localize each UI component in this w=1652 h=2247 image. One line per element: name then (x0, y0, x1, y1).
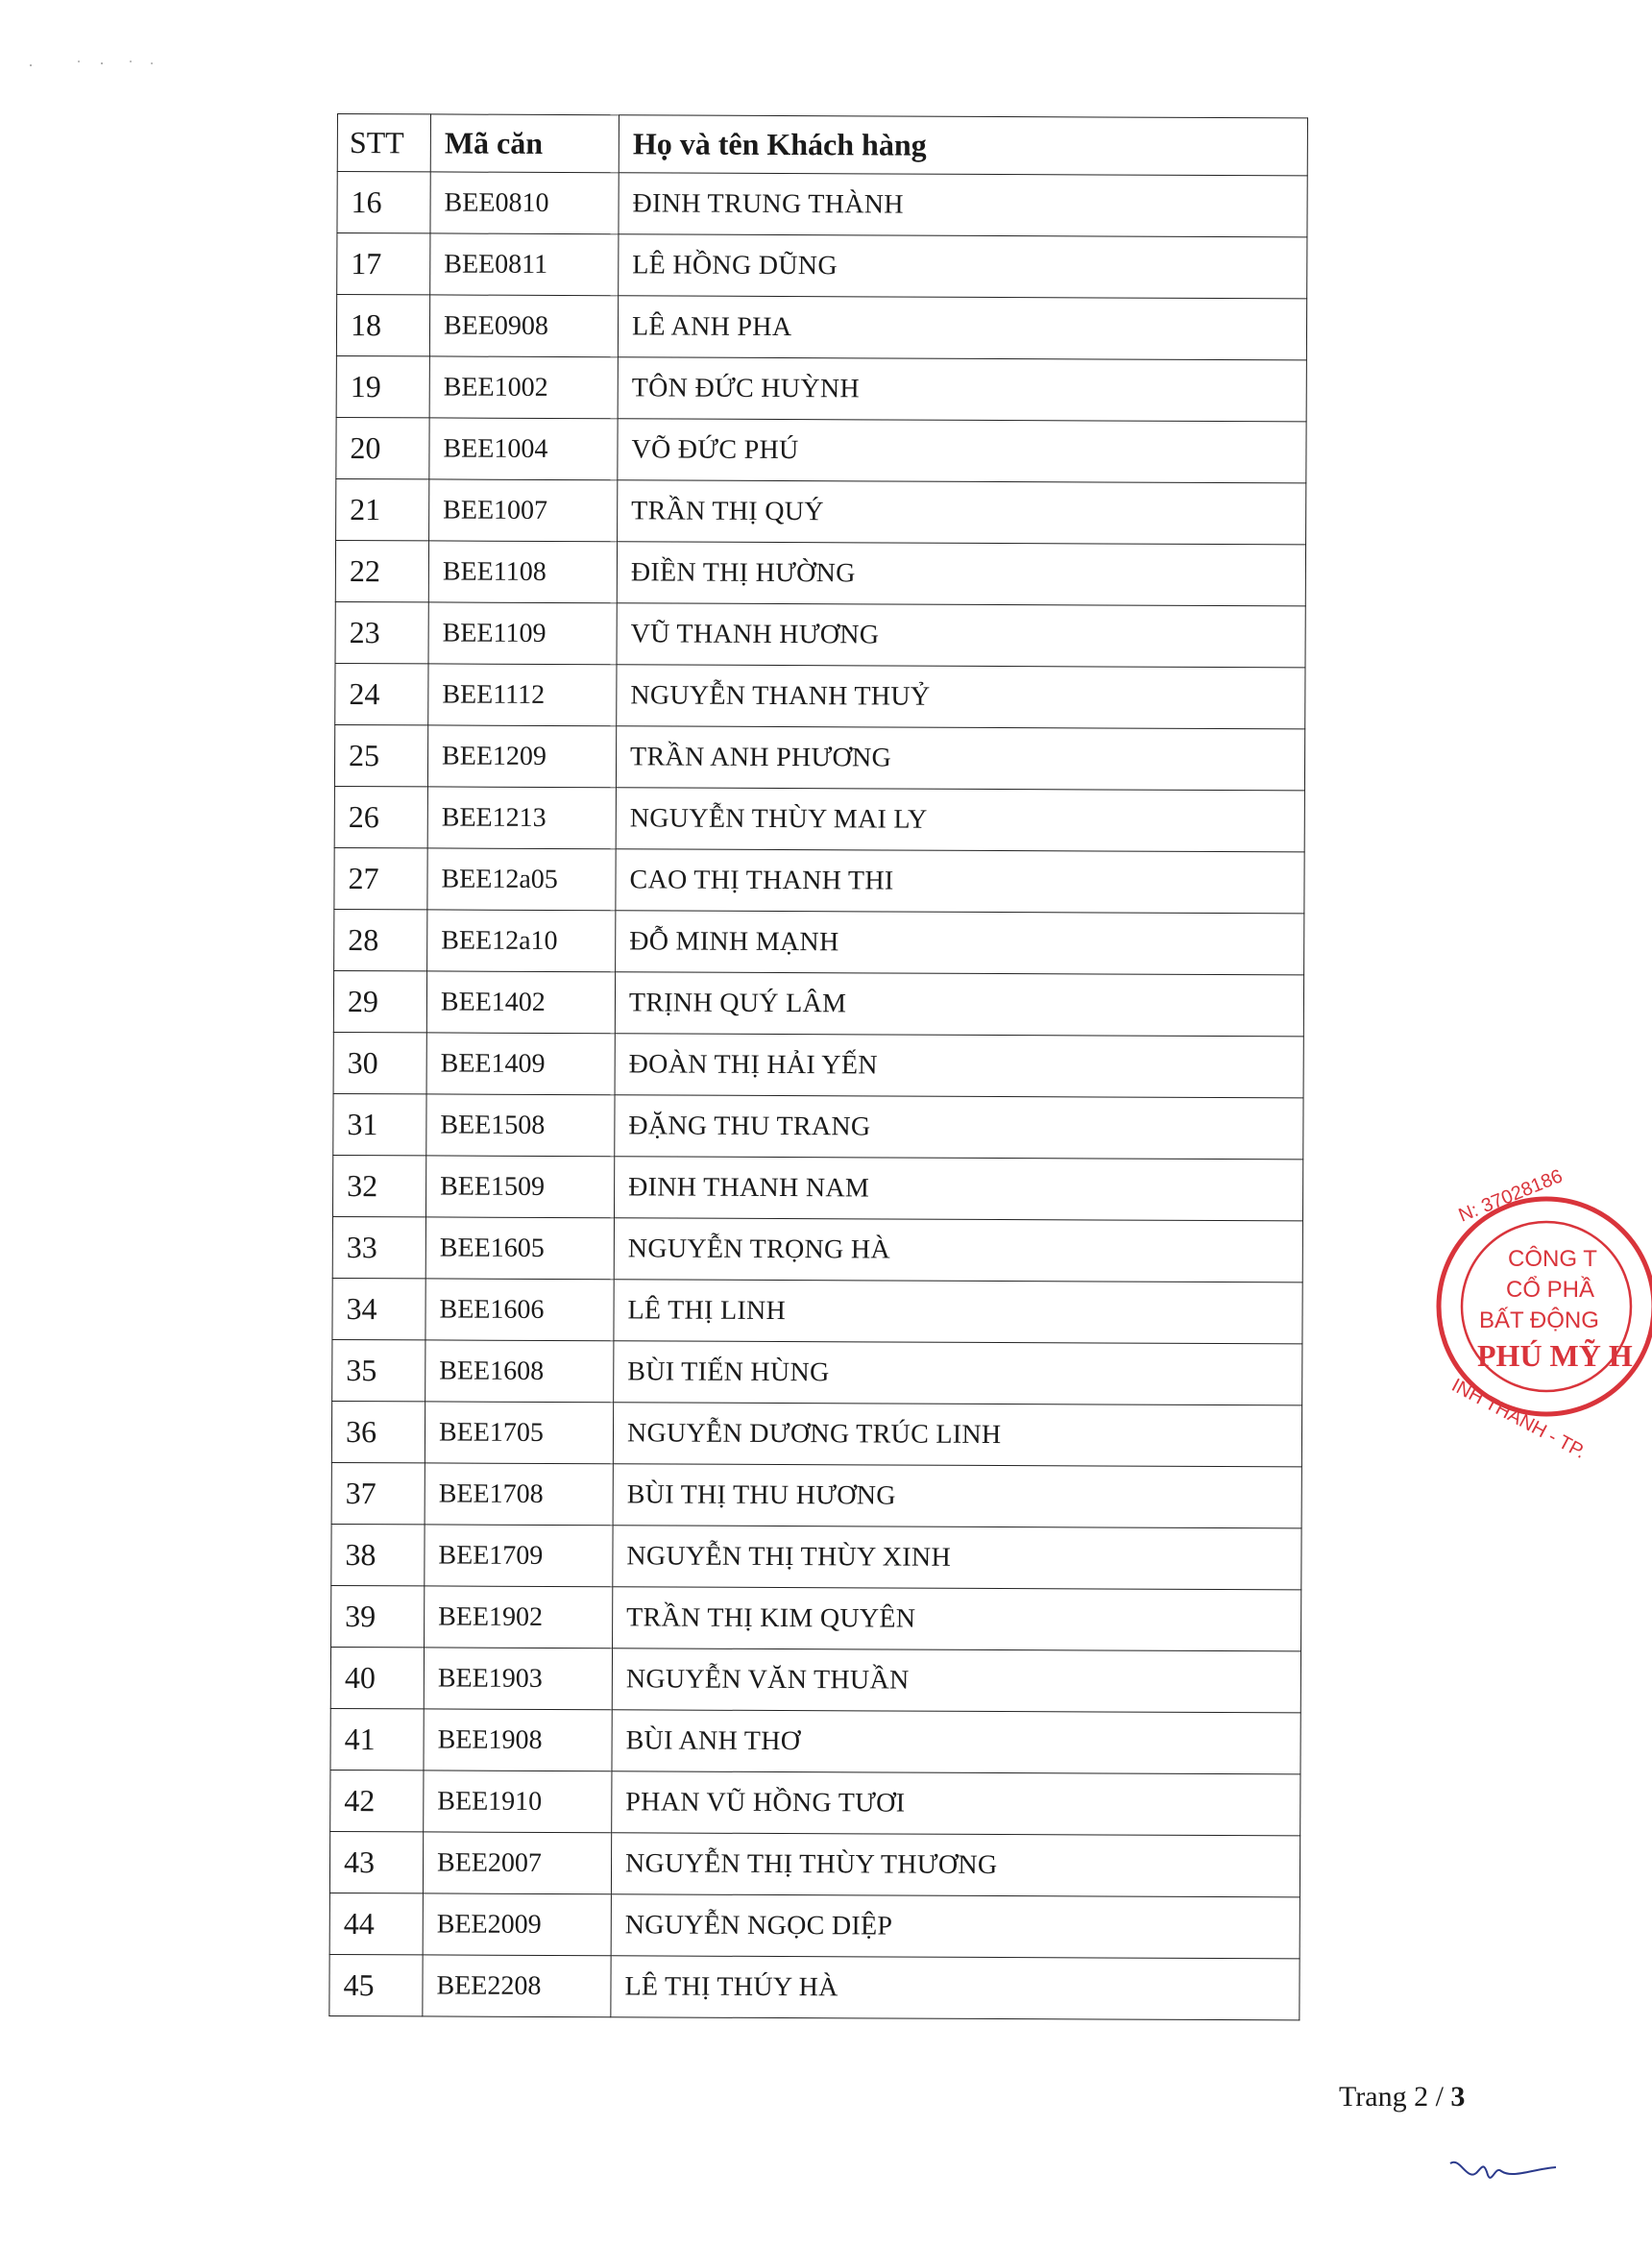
row-name: NGUYỄN THỊ THÙY THƯƠNG (611, 1833, 1300, 1897)
row-name: NGUYỄN TRỌNG HÀ (614, 1218, 1302, 1282)
table-row (331, 1401, 1301, 1466)
row-code: BEE1605 (425, 1217, 614, 1280)
table-header-row (337, 114, 1307, 176)
row-name: BÙI ANH THƠ (612, 1710, 1300, 1774)
table-row (333, 1093, 1303, 1159)
customer-table-container (328, 113, 1307, 2020)
row-code: BEE1209 (427, 725, 616, 788)
row-stt: 41 (330, 1708, 424, 1770)
row-name: ĐOÀN THỊ HẢI YẾN (615, 1034, 1303, 1098)
row-stt: 42 (330, 1770, 424, 1831)
row-name: BÙI THỊ THU HƯƠNG (613, 1464, 1301, 1528)
row-stt: 39 (331, 1585, 425, 1647)
page-number (1339, 2081, 1465, 2113)
row-name: TRẦN THỊ QUÝ (618, 480, 1306, 545)
row-code: BEE1608 (425, 1340, 614, 1403)
signature (1446, 2152, 1561, 2190)
row-code: BEE1908 (424, 1709, 612, 1771)
row-stt: 27 (334, 847, 427, 909)
table-row (335, 540, 1305, 605)
header-stt: STT (337, 114, 430, 172)
row-name: LÊ THỊ LINH (614, 1280, 1302, 1344)
row-code: BEE0811 (430, 233, 619, 296)
row-stt: 23 (335, 601, 428, 663)
stamp-line3: BẤT ĐỘNG (1479, 1307, 1599, 1333)
row-name: TRẦN THỊ KIM QUYÊN (613, 1587, 1301, 1651)
header-name: Họ và tên Khách hàng (619, 115, 1307, 176)
row-stt: 43 (329, 1831, 423, 1893)
stamp-line4: PHÚ MỸ H (1477, 1338, 1633, 1373)
row-name: NGUYỄN DƯƠNG TRÚC LINH (613, 1403, 1301, 1467)
row-code: BEE12a05 (427, 848, 616, 911)
row-stt: 18 (336, 295, 429, 356)
row-name: NGUYỄN NGỌC DIỆP (611, 1894, 1300, 1959)
row-stt: 37 (331, 1462, 425, 1524)
row-code: BEE1508 (426, 1094, 615, 1157)
row-name: LÊ THỊ THÚY HÀ (611, 1956, 1300, 2020)
row-name: NGUYỄN THANH THUỶ (617, 665, 1305, 729)
table-row (329, 1954, 1300, 2019)
table-row (330, 1770, 1300, 1835)
row-code: BEE1709 (425, 1525, 613, 1587)
row-stt: 26 (334, 786, 427, 847)
table-row (336, 478, 1306, 544)
table-row (331, 1524, 1301, 1589)
row-stt: 30 (333, 1032, 426, 1093)
row-stt: 31 (333, 1093, 426, 1155)
header-code: Mã căn (430, 114, 619, 173)
row-stt: 40 (330, 1647, 424, 1708)
row-name: TRỊNH QUÝ LÂM (615, 972, 1303, 1037)
row-code: BEE1402 (426, 971, 615, 1034)
row-code: BEE1004 (429, 418, 618, 480)
row-name: BÙI TIẾN HÙNG (614, 1341, 1302, 1405)
row-stt: 32 (332, 1155, 425, 1216)
row-name: NGUYỄN THÙY MAI LY (616, 788, 1304, 852)
row-code: BEE0908 (429, 295, 618, 357)
row-code: BEE2009 (423, 1893, 611, 1956)
scan-specks (27, 56, 161, 71)
row-name: TÔN ĐỨC HUỲNH (618, 357, 1306, 422)
row-name: NGUYỄN THỊ THÙY XINH (613, 1526, 1301, 1590)
row-code: BEE1903 (424, 1648, 612, 1710)
table-row (331, 1585, 1301, 1650)
row-name: NGUYỄN VĂN THUẦN (612, 1649, 1300, 1713)
row-code: BEE1213 (427, 787, 616, 849)
table-row (336, 295, 1306, 360)
row-stt: 22 (335, 540, 428, 601)
table-row (332, 1278, 1302, 1343)
row-stt: 36 (331, 1401, 425, 1462)
page-total: 3 (1450, 2081, 1466, 2113)
company-stamp (1421, 1162, 1652, 1463)
row-stt: 25 (334, 724, 427, 786)
row-name: ĐẶNG THU TRANG (615, 1095, 1303, 1160)
table-body (329, 172, 1307, 2020)
table-row (330, 1708, 1300, 1773)
row-code: BEE1002 (429, 356, 618, 419)
table-row (335, 601, 1305, 667)
row-code: BEE1112 (428, 664, 617, 726)
table-row (334, 724, 1304, 790)
row-stt: 45 (329, 1954, 423, 2015)
row-stt: 21 (336, 478, 429, 540)
table-row (334, 786, 1304, 851)
table-row (332, 1216, 1302, 1282)
stamp-line2: CỔ PHẦ (1506, 1277, 1595, 1303)
table-row (329, 1831, 1300, 1896)
table-row (334, 847, 1304, 913)
stamp-bottom: INH THANH - TP. (1447, 1374, 1590, 1463)
row-code: BEE1708 (425, 1463, 613, 1526)
row-name: ĐINH TRUNG THÀNH (619, 173, 1307, 237)
row-name: ĐỖ MINH MẠNH (616, 911, 1304, 975)
row-stt: 17 (337, 233, 430, 295)
table-row (334, 909, 1304, 974)
row-code: BEE2208 (423, 1955, 611, 2017)
row-code: BEE1705 (425, 1402, 613, 1464)
table-row (333, 1032, 1303, 1097)
row-name: VÕ ĐỨC PHÚ (618, 419, 1306, 483)
row-stt: 35 (332, 1339, 425, 1401)
row-name: VŨ THANH HƯƠNG (617, 603, 1305, 668)
table-row (337, 172, 1307, 237)
table-row (337, 233, 1307, 299)
stamp-line1: CÔNG T (1508, 1246, 1597, 1272)
row-name: ĐINH THANH NAM (614, 1157, 1302, 1221)
row-code: BEE12a10 (427, 910, 616, 972)
table-row (332, 1339, 1302, 1404)
row-code: BEE1007 (429, 479, 618, 542)
row-code: BEE1108 (428, 541, 617, 603)
table-row (335, 663, 1305, 728)
table-row (329, 1893, 1300, 1958)
table-row (332, 1155, 1302, 1220)
table-row (330, 1647, 1300, 1712)
row-name: CAO THỊ THANH THI (616, 849, 1304, 914)
row-name: PHAN VŨ HỒNG TƯƠI (612, 1771, 1300, 1836)
row-stt: 38 (331, 1524, 425, 1585)
row-stt: 16 (337, 172, 430, 233)
row-code: BEE1409 (426, 1033, 615, 1095)
row-name: ĐIỀN THỊ HƯỜNG (617, 542, 1305, 606)
row-code: BEE1109 (428, 602, 617, 665)
table-row (333, 970, 1303, 1036)
customer-table (328, 113, 1308, 2020)
row-stt: 44 (329, 1893, 423, 1954)
row-stt: 20 (336, 417, 429, 478)
row-stt: 24 (335, 663, 428, 724)
row-code: BEE1902 (425, 1586, 613, 1649)
stamp-number: N: 37028186 (1455, 1165, 1567, 1227)
row-code: BEE2007 (423, 1832, 611, 1894)
row-stt: 28 (334, 909, 427, 970)
row-name: LÊ ANH PHA (618, 296, 1306, 360)
row-name: TRẦN ANH PHƯƠNG (616, 726, 1304, 791)
row-code: BEE1910 (424, 1771, 612, 1833)
row-name: LÊ HỒNG DŨNG (619, 234, 1307, 299)
row-stt: 34 (332, 1278, 425, 1339)
table-row (336, 417, 1306, 482)
page-prefix: Trang 2 / (1339, 2081, 1444, 2113)
row-stt: 19 (336, 355, 429, 417)
table-row (336, 355, 1306, 421)
row-code: BEE1509 (425, 1156, 614, 1218)
row-code: BEE1606 (425, 1279, 614, 1341)
row-stt: 33 (332, 1216, 425, 1278)
row-stt: 29 (333, 970, 426, 1032)
table-row (331, 1462, 1301, 1527)
row-code: BEE0810 (430, 172, 619, 234)
